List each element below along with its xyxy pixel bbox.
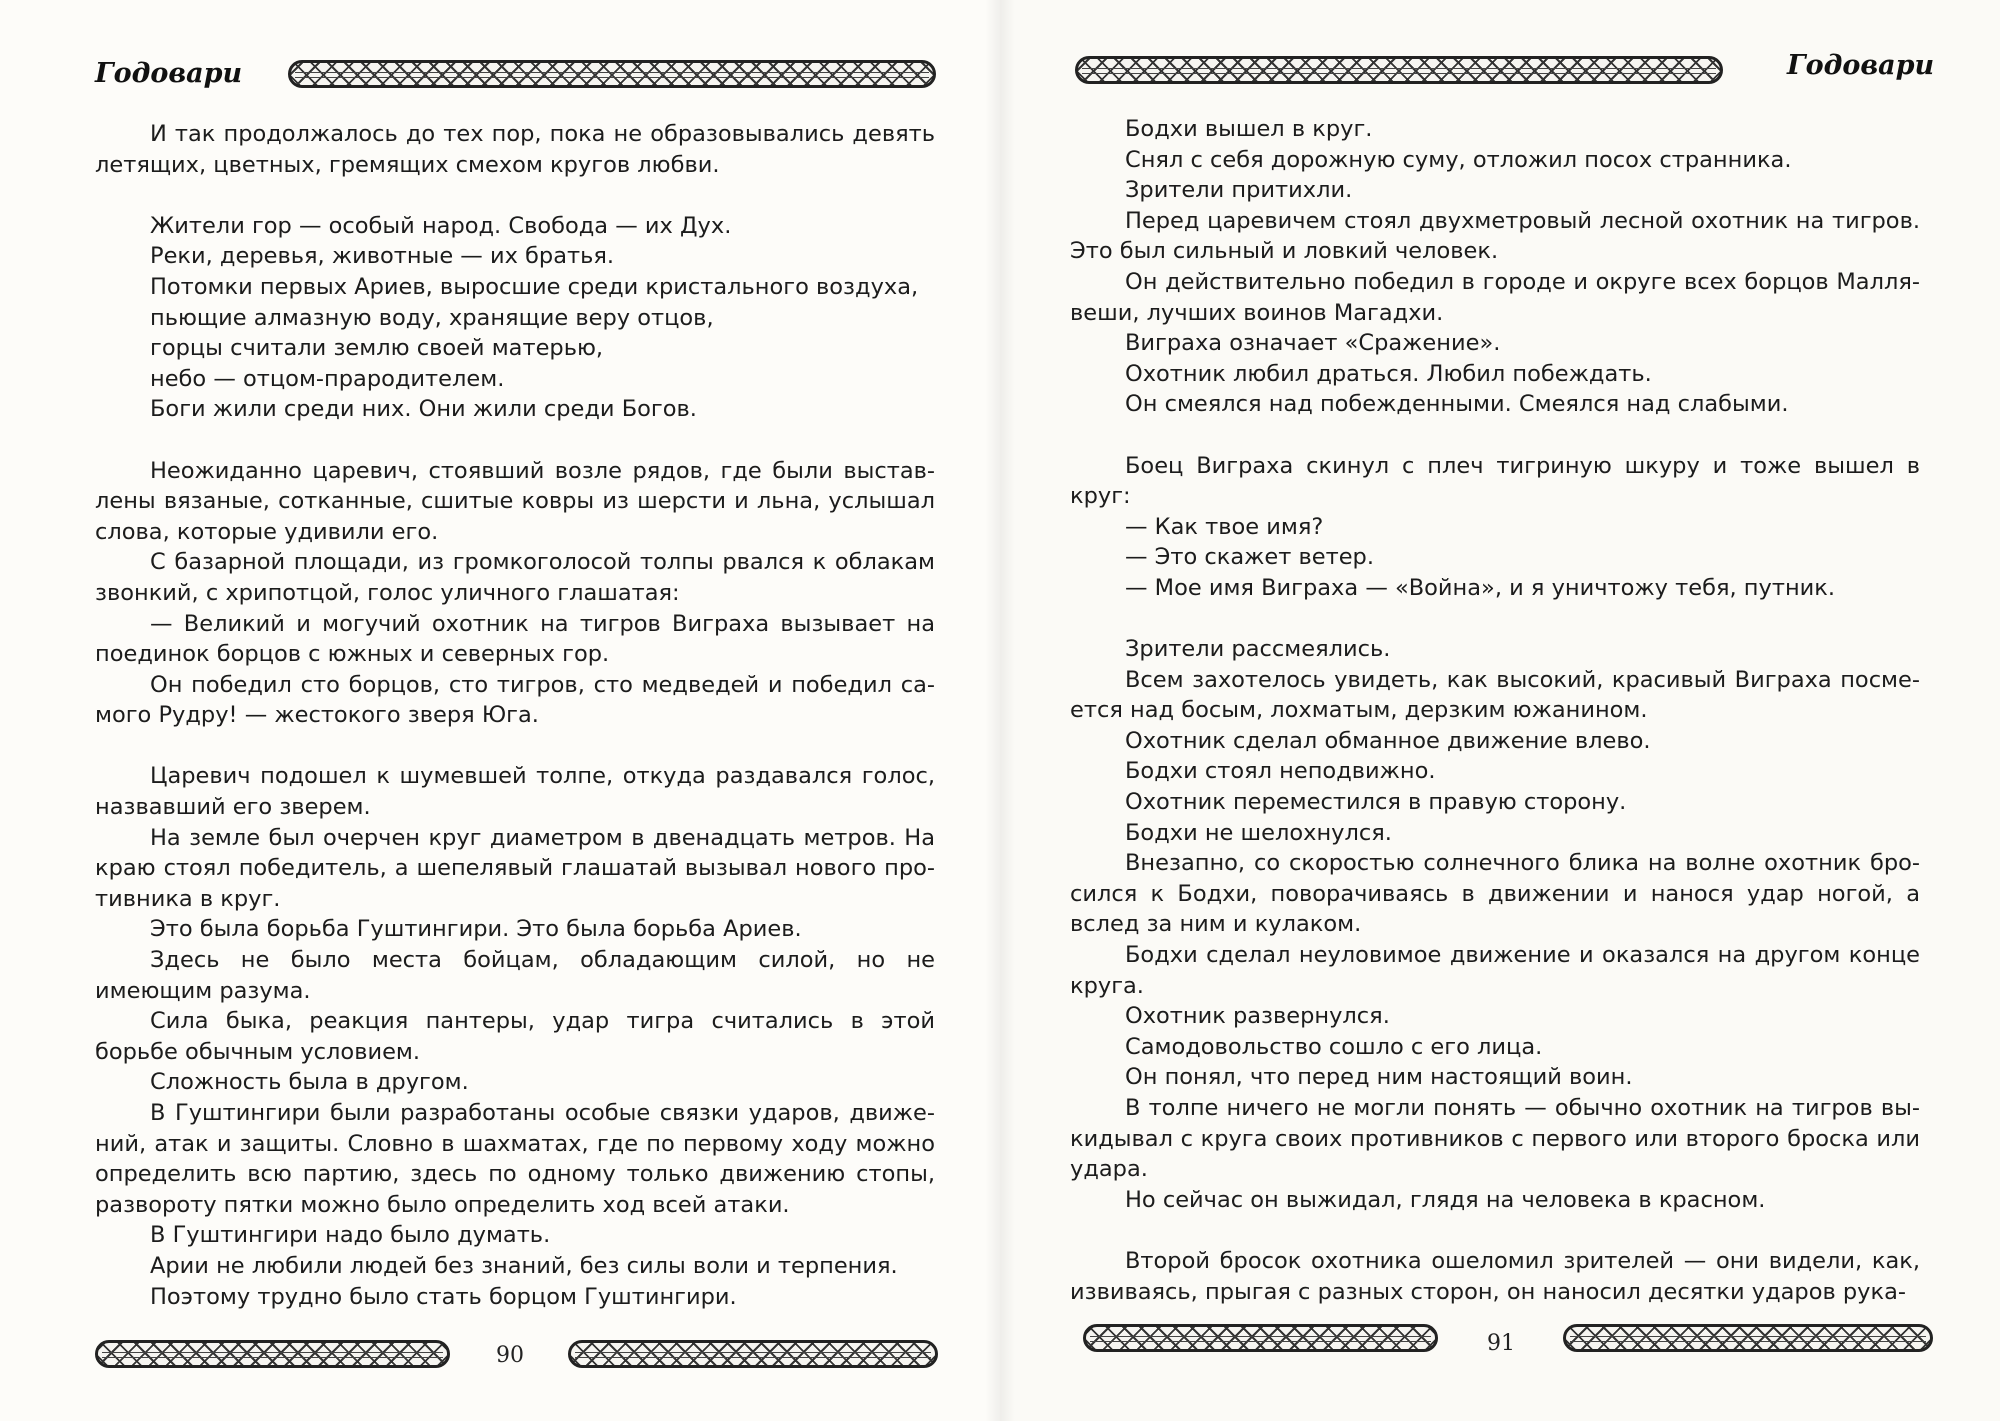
left-gap-1 — [95, 180, 935, 211]
right-para-2: Снял с себя дорожную суму, отложил посох странника. — [1125, 146, 1792, 173]
left-para-11: Сложность была в другом. — [150, 1069, 469, 1096]
left-footer-ornament-left — [95, 1340, 450, 1368]
left-para-2: Неожиданно царевич, стоявший возле рядов, где были выстав-лены вязаные, сотканные, сшитые ковры из шерсти и льна, услышал слова, которые удивили его. — [95, 457, 935, 545]
right-para-1: Бодхи вышел в круг. — [1125, 116, 1373, 142]
right-para-7: Охотник любил драться. Любил побеждать. — [1125, 360, 1652, 387]
right-para-5: Он действительно победил в городе и округе всех борцов Малля-веши, лучших воинов Магадхи. — [1070, 268, 1920, 326]
left-text-body — [95, 119, 935, 1312]
right-para-19: Самодовольство сошло с его лица. — [1125, 1033, 1543, 1060]
right-gap-1 — [1070, 420, 1920, 451]
right-dialogue-2: — Это скажет ветер. — [1125, 544, 1374, 571]
right-para-8: Он смеялся над побежденными. Смеялся над слабыми. — [1125, 391, 1789, 418]
left-para-14: Арии не любили людей без знаний, без силы воли и терпения. — [150, 1252, 898, 1279]
left-para-5: Он победил сто борцов, сто тигров, сто медведей и победил са-мого Рудру! — жестокого зверя Юга. — [95, 671, 935, 729]
left-para-12: В Гуштингири были разработаны особые связки ударов, движе-ний, атак и защиты. Словно в шахматах, где по первому ходу можно определить всю партию, здесь по одному только движению стопы, развороту пятки можно было определить ход всей атаки. — [95, 1100, 935, 1218]
left-verse-6: небо — отцом-прародителем. — [150, 365, 505, 392]
right-para-4: Перед царевичем стоял двухметровый лесной охотник на тигров. Это был сильный и ловкий человек. — [1070, 207, 1920, 265]
book-gutter-shadow — [985, 0, 1015, 1421]
right-footer-ornament-left — [1083, 1324, 1438, 1352]
right-para-9: Боец Виграха скинул с плеч тигриную шкуру и тоже вышел в круг: — [1070, 452, 1920, 510]
right-para-12: Охотник сделал обманное движение влево. — [1125, 727, 1651, 754]
right-gap-3 — [1070, 1215, 1920, 1246]
left-para-1: И так продолжалось до тех пор, пока не образовывались девять летящих, цветных, гремящих смехом кругов любви. — [95, 121, 935, 178]
left-para-10: Сила быка, реакция пантеры, удар тигра считались в этой борьбе обычным условием. — [95, 1008, 935, 1065]
right-para-23: Второй бросок охотника ошеломил зрителей — они видели, как, извиваясь, прыгая с разных сторон, он наносил десятки ударов рука- — [1070, 1247, 1920, 1305]
right-dialogue-1: — Как твое имя? — [1125, 513, 1324, 540]
left-verse-7: Боги жили среди них. Они жили среди Богов. — [150, 396, 697, 423]
left-verse-1: Жители гор — особый народ. Свобода — их Дух. — [150, 212, 732, 239]
left-footer-ornament-right — [568, 1340, 938, 1368]
right-para-18: Охотник развернулся. — [1125, 1003, 1390, 1030]
left-para-15: Поэтому трудно было стать борцом Гуштингири. — [150, 1283, 737, 1310]
left-para-8: Это была борьба Гуштингири. Это была борьба Ариев. — [150, 916, 802, 943]
right-running-header: Годовари — [1787, 50, 1935, 81]
left-para-13: В Гуштингири надо было думать. — [150, 1222, 551, 1249]
right-page — [1000, 0, 2000, 1421]
right-para-6: Виграха означает «Сражение». — [1125, 330, 1501, 357]
left-page-number: 90 — [496, 1343, 524, 1368]
right-para-10: Зрители рассмеялись. — [1125, 636, 1391, 663]
left-header-ornament — [288, 60, 936, 88]
left-para-9: Здесь не было места бойцам, обладающим силой, но не имеющим разума. — [95, 947, 935, 1004]
right-para-22: Но сейчас он выжидал, глядя на человека в красном. — [1125, 1186, 1766, 1213]
left-gap-2 — [95, 425, 935, 456]
left-running-header: Годовари — [95, 58, 243, 89]
right-para-16: Внезапно, со скоростью солнечного блика на волне охотник бро-сился к Бодхи, поворачиваясь в движении и нанося удар ногой, а вслед за ним и кулаком. — [1070, 850, 1920, 938]
left-verse-3: Потомки первых Ариев, выросшие среди кристального воздуха, — [150, 273, 919, 300]
right-page-number: 91 — [1487, 1331, 1515, 1356]
right-para-14: Охотник переместился в правую сторону. — [1125, 789, 1627, 816]
right-header-ornament — [1075, 56, 1723, 84]
right-text-body — [1070, 114, 1920, 1307]
right-para-21: В толпе ничего не могли понять — обычно охотник на тигров вы-кидывал с круга своих противников с первого или второго броска или удара. — [1070, 1095, 1920, 1183]
left-verse-4: пьющие алмазную воду, хранящие веру отцов, — [150, 304, 714, 331]
right-dialogue-3: — Мое имя Виграха — «Война», и я уничтожу тебя, путник. — [1125, 574, 1836, 601]
right-para-17: Бодхи сделал неуловимое движение и оказался на другом конце круга. — [1070, 942, 1920, 999]
left-gap-3 — [95, 731, 935, 762]
left-para-7: На земле был очерчен круг диаметром в двенадцать метров. На краю стоял победитель, а шепелявый глашатай вызывал нового про-тивника в круг. — [95, 824, 935, 912]
left-verse-5: горцы считали землю своей матерью, — [150, 335, 604, 362]
left-para-3: С базарной площади, из громкоголосой толпы рвался к облакам звонкий, с хрипотцой, голос уличного глашатая: — [95, 549, 935, 606]
right-para-3: Зрители притихли. — [1125, 177, 1353, 204]
right-gap-2 — [1070, 604, 1920, 635]
right-para-15: Бодхи не шелохнулся. — [1125, 819, 1392, 846]
left-para-6: Царевич подошел к шумевшей толпе, откуда раздавался голос, назвавший его зверем. — [95, 763, 935, 821]
left-verse-2: Реки, деревья, животные — их братья. — [150, 243, 615, 270]
right-para-13: Бодхи стоял неподвижно. — [1125, 758, 1436, 785]
right-footer-ornament-right — [1563, 1324, 1933, 1352]
right-para-11: Всем захотелось увидеть, как высокий, красивый Виграха посме-ется над босым, лохматым, дерзким южанином. — [1070, 666, 1920, 724]
left-para-4: — Великий и могучий охотник на тигров Виграха вызывает на поединок борцов с южных и северных гор. — [95, 610, 935, 668]
right-para-20: Он понял, что перед ним настоящий воин. — [1125, 1064, 1633, 1091]
